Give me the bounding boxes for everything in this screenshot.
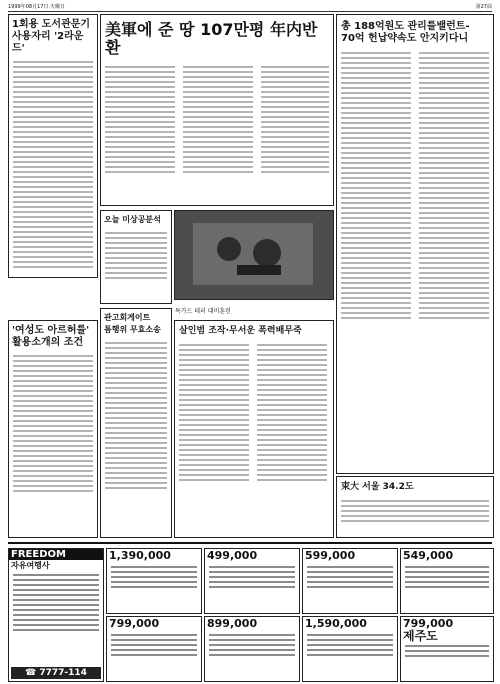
topic-2-subtitle: 틈행위 무효소송 (104, 325, 161, 334)
ad-block-2 (106, 616, 202, 682)
left-article-1-title-2: 사용자리 '2라운드' (12, 31, 84, 54)
left-article-2-title-2: 활용소개의 조건 (12, 337, 84, 348)
photo-illustration (175, 211, 333, 299)
ad-price-2: 799,000 (109, 617, 160, 630)
topic-box-4 (336, 476, 494, 538)
ad-price-7: 549,000 (403, 549, 454, 562)
topic-box-2 (100, 308, 172, 538)
left-article-2-title: '여성도 아르허를' (12, 325, 90, 336)
right-article (336, 14, 494, 474)
ad-block-4 (204, 616, 300, 682)
topic-2-title: 관고회게이트 (104, 313, 151, 322)
ad-block-8 (400, 616, 494, 682)
ads-section (8, 542, 492, 684)
ad-price-4: 899,000 (207, 617, 258, 630)
ad-block-6 (302, 616, 398, 682)
left-article-2 (8, 320, 98, 538)
photo-caption: 특가드 테러 대비훈련 (175, 308, 231, 315)
right-sub-headline-1: 총 188억원도 관리를밸런트- (341, 21, 470, 32)
ad-block-3 (204, 548, 300, 614)
ad-price-6: 1,590,000 (305, 617, 367, 630)
header-page-no: 第27面 (475, 4, 492, 10)
right-sub-headline-2: 70억 헌납약속도 안지키다니 (341, 33, 469, 44)
training-photo (174, 210, 334, 315)
ad-phone: ☎ 7777-114 (11, 667, 101, 679)
topic-4-title: 束大 서울 34.2도 (341, 482, 414, 492)
header-date: 1999年08月17日 火曜日 (8, 4, 66, 10)
ad-block-5 (302, 548, 398, 614)
ad-price-1: 1,390,000 (109, 549, 171, 562)
ad-price-8: 799,000 (403, 617, 454, 630)
topic-3-title: 살인범 조작·무서운 폭력배무죽 (179, 326, 302, 336)
topic-box-3 (174, 320, 334, 538)
left-article-1-title: 1회용 도서관문기 (12, 19, 91, 30)
ad-price-3: 499,000 (207, 549, 258, 562)
main-headline: 美軍에 준 땅 107만평 年内반환 (105, 20, 318, 57)
ad-block-7 (400, 548, 494, 614)
topic-1-title: 오늘 미상공분석 (104, 215, 161, 224)
ad-island: 제주도 (403, 629, 438, 643)
page-header (8, 2, 492, 12)
ad-brand-sub: 자유여행사 (11, 561, 50, 570)
ad-price-5: 599,000 (305, 549, 356, 562)
ad-freedom (8, 548, 104, 682)
ad-brand: FREEDOM (9, 549, 103, 560)
ad-block-1 (106, 548, 202, 614)
left-article-1 (8, 14, 98, 278)
main-article (100, 14, 334, 206)
topic-box-1 (100, 210, 172, 304)
